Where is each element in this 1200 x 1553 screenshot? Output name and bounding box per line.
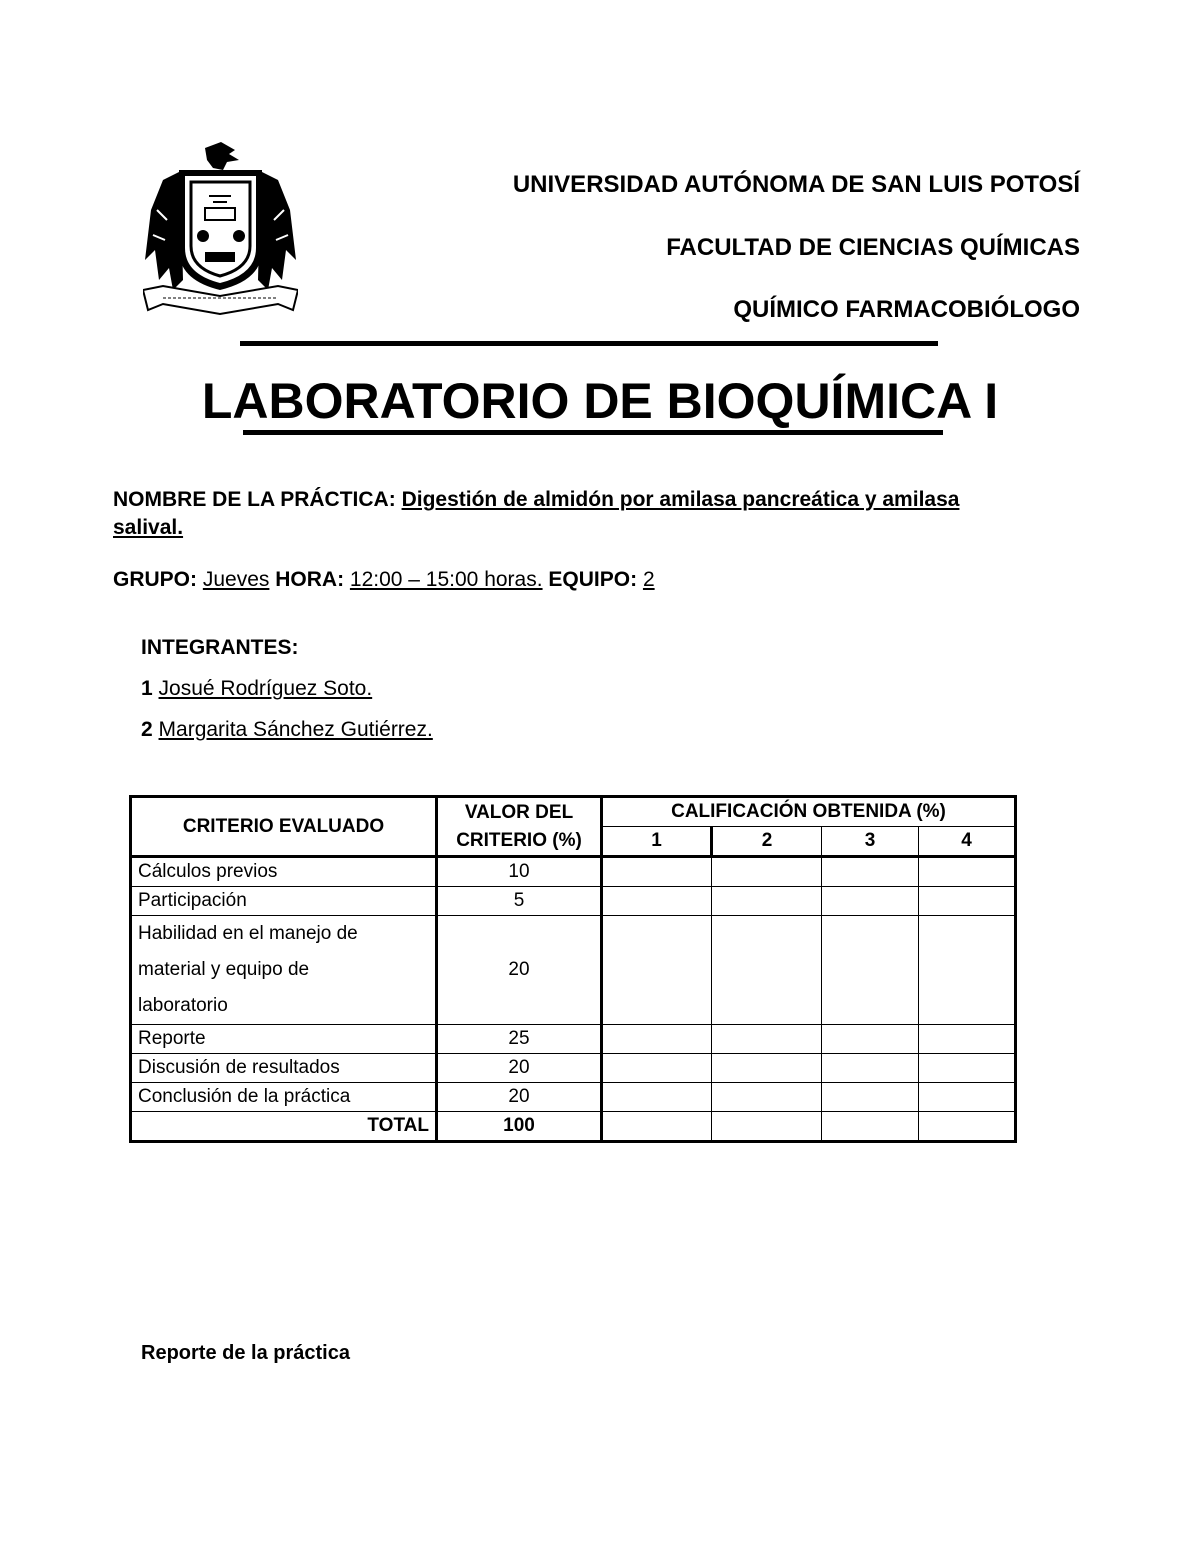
value-cell: 25 (437, 1025, 602, 1054)
total-row (131, 1112, 1016, 1142)
header-criterion: CRITERIO EVALUADO (131, 797, 437, 857)
grade-cell[interactable] (602, 1025, 712, 1054)
grade-col-4: 4 (919, 827, 1016, 857)
header-grade: CALIFICACIÓN OBTENIDA (%) (602, 797, 1016, 827)
grade-cell[interactable] (712, 1083, 822, 1112)
header-value-line2: CRITERIO (%) (456, 829, 582, 851)
criterion-cell (131, 916, 437, 1025)
report-heading: Reporte de la práctica (141, 1342, 350, 1364)
grade-col-3: 3 (822, 827, 919, 857)
header-value (437, 797, 602, 857)
grade-cell[interactable] (712, 887, 822, 916)
grade-cell[interactable] (602, 887, 712, 916)
faculty-name: FACULTAD DE CIENCIAS QUÍMICAS (666, 234, 1080, 261)
member-name: Josué Rodríguez Soto. (158, 677, 373, 700)
grade-cell[interactable] (712, 857, 822, 887)
grade-cell[interactable] (822, 1054, 919, 1083)
member-item (141, 677, 372, 701)
criterion-cell: Discusión de resultados (131, 1054, 437, 1083)
grade-cell[interactable] (712, 916, 822, 1025)
grade-cell[interactable] (919, 1083, 1016, 1112)
member-number: 2 (141, 718, 153, 741)
grade-cell[interactable] (822, 887, 919, 916)
grade-cell[interactable] (712, 1025, 822, 1054)
total-label: TOTAL (131, 1112, 437, 1142)
grade-col-1: 1 (602, 827, 712, 857)
grade-cell[interactable] (712, 1112, 822, 1142)
grade-cell[interactable] (822, 1083, 919, 1112)
group-line (113, 568, 655, 592)
value-cell: 10 (437, 857, 602, 887)
grade-cell[interactable] (602, 1083, 712, 1112)
criterion-cell: Participación (131, 887, 437, 916)
practice-name-line (113, 488, 959, 512)
grade-cell[interactable] (919, 887, 1016, 916)
document-title: LABORATORIO DE BIOQUÍMICA I (201, 373, 999, 429)
grade-cell[interactable] (919, 1025, 1016, 1054)
member-number: 1 (141, 677, 153, 700)
member-name: Margarita Sánchez Gutiérrez. (158, 718, 433, 741)
value-cell: 20 (437, 1054, 602, 1083)
grade-cell[interactable] (602, 916, 712, 1025)
value-cell: 20 (437, 1083, 602, 1112)
criterion-cell: Cálculos previos (131, 857, 437, 887)
value-cell: 5 (437, 887, 602, 916)
grade-cell[interactable] (919, 916, 1016, 1025)
grade-cell[interactable] (822, 1025, 919, 1054)
practice-label: NOMBRE DE LA PRÁCTICA: (113, 488, 396, 511)
grade-cell[interactable] (822, 857, 919, 887)
criterion-line: Habilidad en el manejo de (138, 923, 358, 944)
table-row (131, 1025, 1016, 1054)
table-row (131, 857, 1016, 887)
grade-cell[interactable] (919, 857, 1016, 887)
grade-cell[interactable] (602, 1054, 712, 1083)
criterion-cell: Reporte (131, 1025, 437, 1054)
university-crest-logo (143, 140, 298, 320)
criterion-line: material y equipo de (138, 959, 310, 980)
university-name: UNIVERSIDAD AUTÓNOMA DE SAN LUIS POTOSÍ (512, 171, 1080, 198)
criterion-cell: Conclusión de la práctica (131, 1083, 437, 1112)
evaluation-rubric-table (129, 795, 1017, 1143)
group-label: GRUPO: (113, 568, 197, 591)
grade-cell[interactable] (822, 916, 919, 1025)
team-label: EQUIPO: (548, 568, 638, 591)
table-row (131, 1083, 1016, 1112)
hour-value: 12:00 – 15:00 horas. (349, 568, 543, 591)
header-divider (240, 341, 938, 346)
criterion-line: laboratorio (138, 995, 228, 1016)
hour-label: HORA: (275, 568, 345, 591)
grade-cell[interactable] (919, 1054, 1016, 1083)
practice-name-continued: salival. (113, 516, 184, 539)
team-value: 2 (642, 568, 655, 591)
total-value: 100 (437, 1112, 602, 1142)
grade-cell[interactable] (602, 857, 712, 887)
program-name: QUÍMICO FARMACOBIÓLOGO (733, 296, 1080, 323)
grade-cell[interactable] (602, 1112, 712, 1142)
value-cell: 20 (437, 916, 602, 1025)
table-row (131, 1054, 1016, 1083)
table-row (131, 887, 1016, 916)
grade-col-2: 2 (712, 827, 822, 857)
members-label: INTEGRANTES: (141, 636, 299, 659)
grade-cell[interactable] (712, 1054, 822, 1083)
group-value: Jueves (202, 568, 270, 591)
practice-name: Digestión de almidón por amilasa pancreática y amilasa (401, 488, 960, 511)
header-value-line1: VALOR DEL (464, 801, 574, 823)
table-row (131, 916, 1016, 1025)
grade-cell[interactable] (919, 1112, 1016, 1142)
member-item (141, 718, 433, 742)
grade-cell[interactable] (822, 1112, 919, 1142)
title-underline (243, 430, 943, 435)
